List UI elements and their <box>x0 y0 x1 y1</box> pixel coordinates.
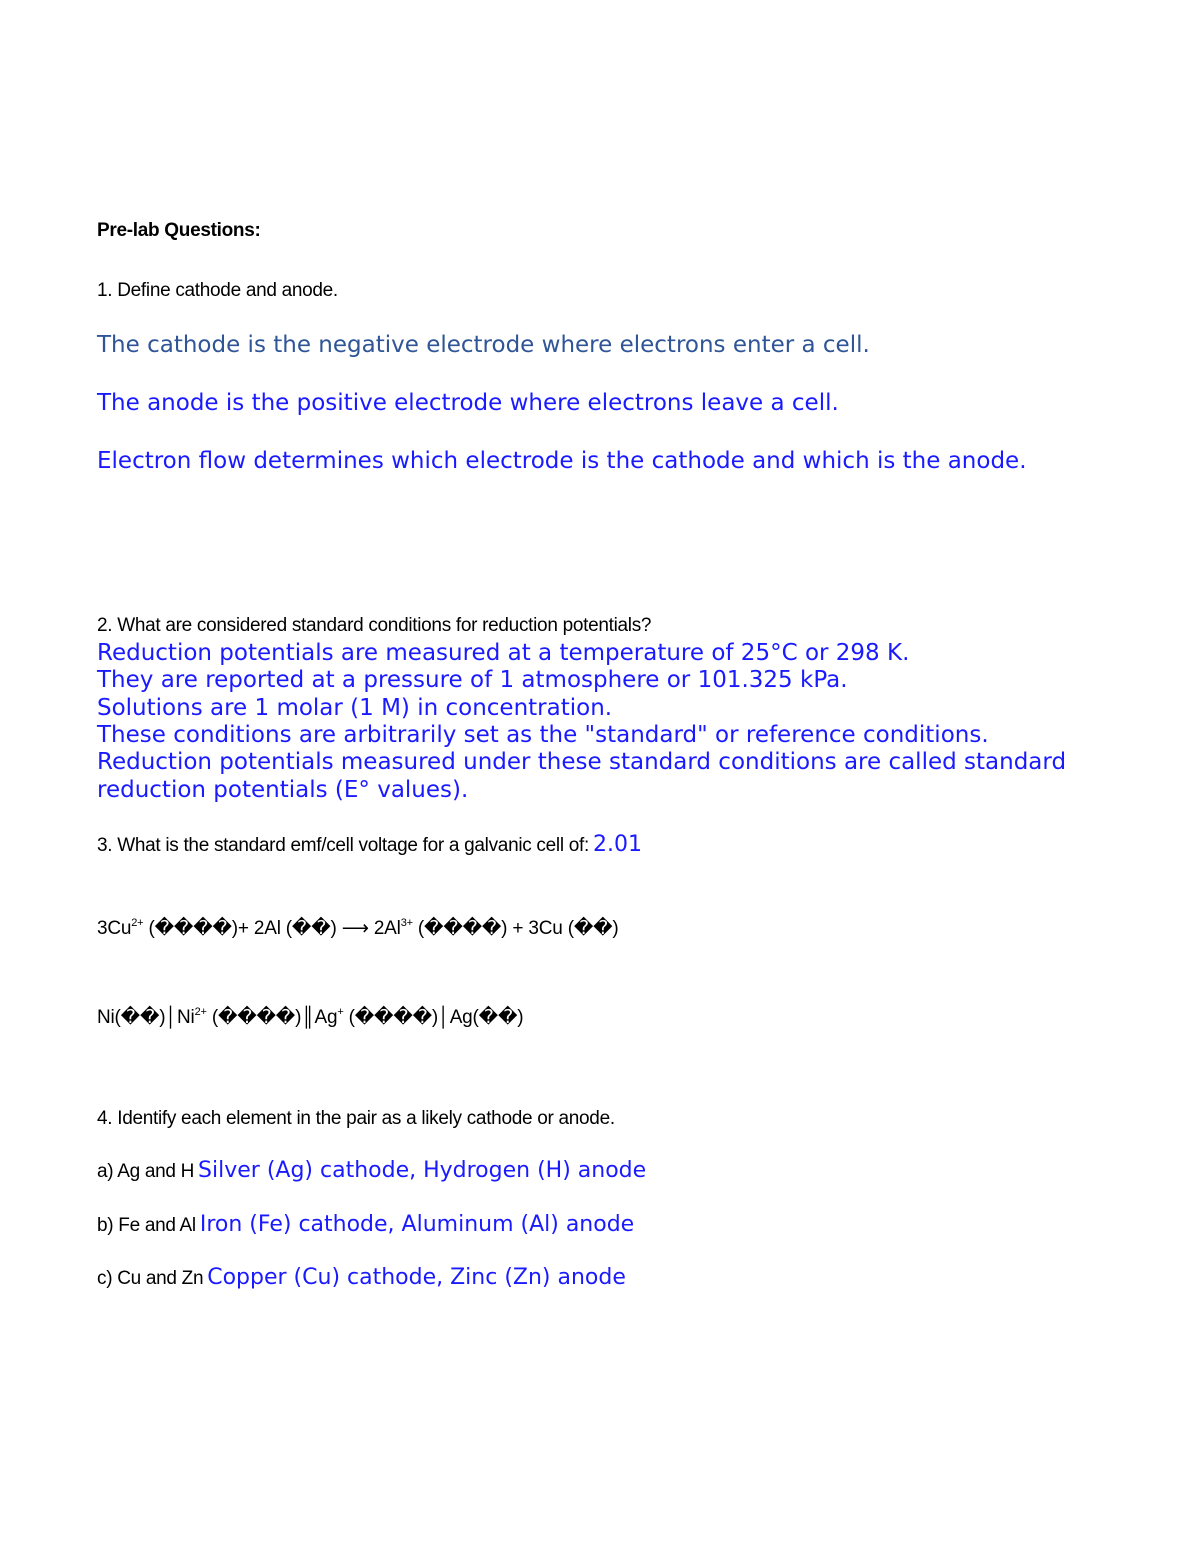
q4-item-label: c) Cu and Zn <box>97 1268 204 1289</box>
q4-item-answer: Silver (Ag) cathode, Hydrogen (H) anode <box>198 1158 647 1183</box>
q4-item-a <box>97 1160 646 1182</box>
q4-item-answer: Copper (Cu) cathode, Zinc (Zn) anode <box>207 1265 626 1290</box>
q1-answer-line: Electron flow determines which electrode is the cathode and which is the anode. <box>97 448 1027 474</box>
q3-answer: 2.01 <box>592 832 642 857</box>
charge-superscript: 2+ <box>194 1006 207 1018</box>
q2-answer-line: Reduction potentials are measured at a temperature of 25°C or 298 K. <box>97 640 910 666</box>
q2-answer-line: Reduction potentials measured under these standard conditions are called standard <box>97 749 1067 775</box>
question-4: 4. Identify each element in the pair as a likely cathode or anode. <box>97 1108 615 1129</box>
equation-1-part: (����) + 3Cu (��) <box>412 918 619 939</box>
cell-notation-part: Ni(��)│Ni <box>97 1007 195 1028</box>
page-heading: Pre-lab Questions: <box>97 220 261 241</box>
q2-answer-line: These conditions are arbitrarily set as the "standard" or reference conditions. <box>97 722 989 748</box>
question-3-row <box>97 834 642 856</box>
q2-answer-line: reduction potentials (E° values). <box>97 777 469 803</box>
question-3: 3. What is the standard emf/cell voltage for a galvanic cell of: <box>97 835 589 856</box>
equation-1-part: (����)+ 2Al (��) ⟶ 2Al <box>143 918 401 939</box>
q1-answer-line: The cathode is the negative electrode where electrons enter a cell. <box>97 332 870 358</box>
q4-item-label: a) Ag and H <box>97 1161 195 1182</box>
q4-item-c <box>97 1267 626 1289</box>
question-1: 1. Define cathode and anode. <box>97 280 338 301</box>
cell-notation <box>97 1008 523 1027</box>
question-2: 2. What are considered standard conditions for reduction potentials? <box>97 615 652 636</box>
q4-item-label: b) Fe and Al <box>97 1215 196 1236</box>
q1-answer-line: The anode is the positive electrode where electrons leave a cell. <box>97 390 839 416</box>
q2-answer-line: They are reported at a pressure of 1 atmosphere or 101.325 kPa. <box>97 667 848 693</box>
cell-notation-part: (����)║Ag <box>206 1007 338 1028</box>
charge-superscript: 2+ <box>131 917 144 929</box>
cell-notation-part: (����)│Ag(��) <box>343 1007 524 1028</box>
q4-item-answer: Iron (Fe) cathode, Aluminum (Al) anode <box>199 1212 635 1237</box>
charge-superscript: 3+ <box>400 917 413 929</box>
q2-answer-line: Solutions are 1 molar (1 M) in concentration. <box>97 695 613 721</box>
q4-item-b <box>97 1214 634 1236</box>
equation-1-part: 3Cu <box>97 918 132 939</box>
charge-superscript: + <box>337 1006 344 1018</box>
equation-1 <box>97 919 619 938</box>
